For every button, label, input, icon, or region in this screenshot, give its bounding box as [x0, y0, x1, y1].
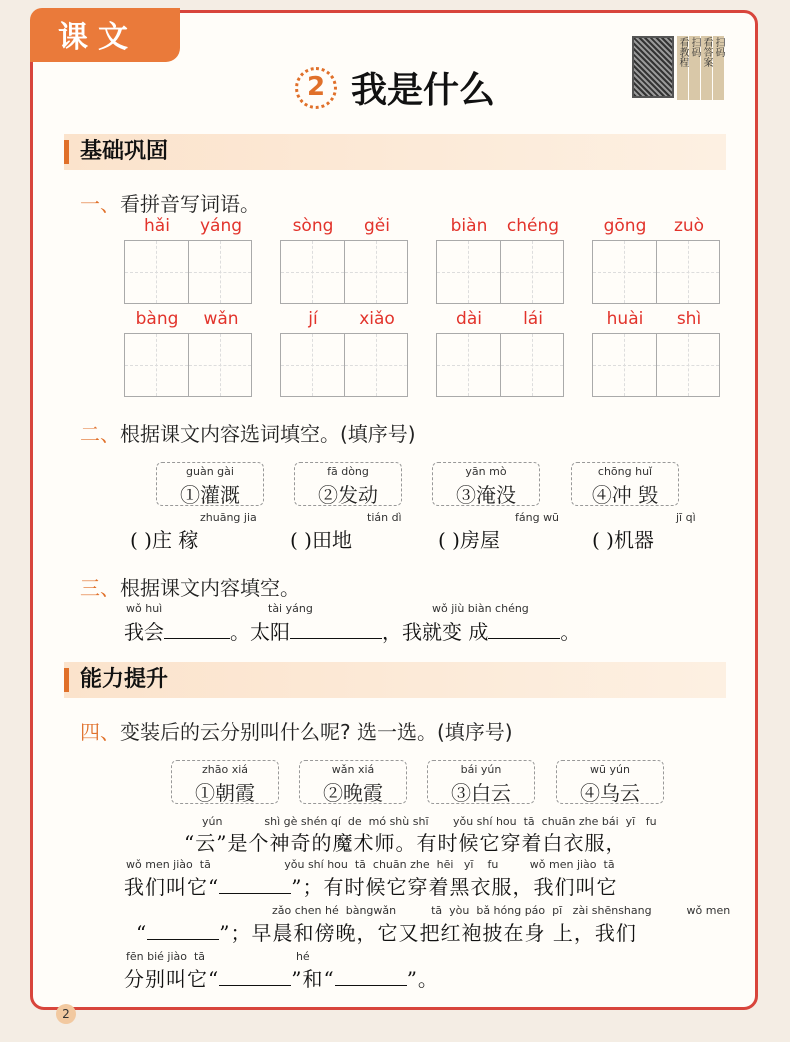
passage-line	[136, 917, 637, 946]
option-pinyin: fā dòng	[327, 465, 369, 478]
pinyin: gōng	[603, 216, 647, 236]
question-3	[80, 572, 300, 601]
option-word: ①朝霞	[195, 781, 255, 805]
qr-label: 扫码	[713, 36, 724, 100]
pinyin: chéng	[506, 216, 560, 236]
lesson-title: 我是什么	[350, 70, 495, 111]
passage-pinyin: fēn bié jiào tā hé	[126, 950, 310, 963]
word-option	[427, 760, 535, 804]
pinyin-pair	[436, 216, 566, 236]
sentence-part: 我会	[124, 620, 164, 644]
qr-label: 扫码	[689, 36, 700, 100]
question-1	[80, 188, 260, 217]
qr-label: 看答案	[701, 36, 712, 100]
word-option	[294, 462, 402, 506]
writing-grid[interactable]	[124, 240, 252, 304]
passage-part: 分别叫它“	[124, 967, 220, 991]
blank-pinyin: fáng wū	[515, 511, 560, 524]
sentence-part: 。	[560, 620, 581, 644]
option-word: ①灌溉	[180, 483, 240, 507]
pinyin: jí	[308, 309, 318, 329]
fill-blank[interactable]: ( )机器	[592, 528, 654, 552]
pinyin-pair	[436, 309, 566, 329]
pinyin: huài	[606, 309, 644, 329]
option-pinyin: guàn gài	[186, 465, 234, 478]
fill-blank[interactable]: ( )房屋	[438, 528, 500, 552]
passage-pinyin: wǒ men jiào tā yǒu shí hou tā chuān zhe hēi yī fu wǒ men jiào tā	[126, 858, 615, 871]
answer-blank[interactable]	[335, 967, 407, 986]
word-option	[171, 760, 279, 804]
sentence-fill	[124, 616, 580, 645]
answer-blank[interactable]	[164, 620, 230, 639]
page-title	[0, 62, 790, 113]
word-option	[156, 462, 264, 506]
answer-blank[interactable]	[219, 967, 291, 986]
sentence-part: 。太阳	[230, 620, 290, 644]
question-number: 一、	[80, 192, 120, 216]
section-basic: 基础巩固	[64, 134, 726, 170]
pinyin-pair	[592, 216, 722, 236]
pinyin: shì	[676, 309, 702, 329]
answer-blank[interactable]	[219, 875, 291, 894]
question-text: 变装后的云分别叫什么呢? 选一选。(填序号)	[120, 720, 513, 744]
option-word: ④乌云	[580, 781, 640, 805]
question-text: 看拼音写词语。	[120, 192, 260, 216]
word-option	[432, 462, 540, 506]
pinyin: biàn	[450, 216, 488, 236]
word-option	[556, 760, 664, 804]
phrase-pinyin: tài yáng	[268, 602, 313, 615]
question-number: 二、	[80, 422, 120, 446]
blank-pinyin: jī qì	[676, 511, 696, 524]
page-number: 2	[56, 1004, 76, 1024]
question-text: 根据课文内容选词填空。(填序号)	[120, 422, 416, 446]
option-pinyin: yān mò	[465, 465, 507, 478]
option-pinyin: wǎn xiá	[331, 763, 375, 776]
pinyin: sòng	[292, 216, 334, 236]
blank-pinyin: tián dì	[367, 511, 402, 524]
fill-blank[interactable]: ( )田地	[290, 528, 352, 552]
lesson-number: 2	[295, 67, 337, 109]
writing-grid[interactable]	[280, 240, 408, 304]
question-number: 三、	[80, 576, 120, 600]
pinyin: xiǎo	[359, 309, 395, 329]
writing-grid[interactable]	[436, 333, 564, 397]
passage-line: “云”是个神奇的魔术师。有时候它穿着白衣服，	[184, 831, 627, 855]
option-word: ③淹没	[456, 483, 516, 507]
pinyin-pair	[280, 309, 410, 329]
writing-grid[interactable]	[436, 240, 564, 304]
writing-grid[interactable]	[592, 333, 720, 397]
passage-line	[124, 963, 439, 992]
passage-part: “	[136, 921, 148, 945]
option-word: ②晚霞	[323, 781, 383, 805]
pinyin: dài	[456, 309, 482, 329]
passage-part: ”；早晨和傍晚，它又把红袍披在身 上，我们	[219, 921, 637, 945]
question-4	[80, 716, 513, 745]
passage-pinyin: zǎo chen hé bàngwǎn tā yòu bǎ hóng páo pī zài shēnshang wǒ men	[272, 904, 731, 917]
pinyin: lái	[523, 309, 543, 329]
question-text: 根据课文内容填空。	[120, 576, 300, 600]
pinyin-pair	[124, 309, 254, 329]
pinyin: wǎn	[203, 309, 239, 329]
pinyin-pair	[592, 309, 722, 329]
option-word: ③白云	[451, 781, 511, 805]
pinyin: yáng	[199, 216, 243, 236]
passage-part: ”和“	[291, 967, 335, 991]
writing-grid[interactable]	[592, 240, 720, 304]
word-option	[571, 462, 679, 506]
pinyin-pair	[124, 216, 254, 236]
writing-grid[interactable]	[124, 333, 252, 397]
pinyin: hǎi	[144, 216, 170, 236]
phrase-pinyin: wǒ huì	[126, 602, 163, 615]
option-word: ②发动	[318, 483, 378, 507]
pinyin: gěi	[364, 216, 390, 236]
passage-part: ”；有时候它穿着黑衣服，我们叫它	[291, 875, 618, 899]
passage-part: ”。	[406, 967, 439, 991]
option-pinyin: chōng huǐ	[597, 465, 653, 478]
option-pinyin: bái yún	[460, 763, 502, 776]
passage-line	[124, 871, 617, 900]
qr-label: 看教程	[677, 36, 688, 100]
option-pinyin: zhāo xiá	[201, 763, 249, 776]
section-advanced: 能力提升	[64, 662, 726, 698]
answer-blank[interactable]	[147, 921, 219, 940]
fill-blank[interactable]: ( )庄 稼	[130, 528, 199, 552]
answer-blank[interactable]	[290, 620, 382, 639]
option-pinyin: wū yún	[590, 763, 630, 776]
answer-blank[interactable]	[488, 620, 560, 639]
phrase-pinyin: wǒ jiù biàn chéng	[432, 602, 529, 615]
sentence-part: ，我就变 成	[382, 620, 489, 644]
word-option	[299, 760, 407, 804]
question-number: 四、	[80, 720, 120, 744]
question-2	[80, 418, 416, 447]
lesson-tab: 课文	[30, 8, 180, 62]
writing-grid[interactable]	[280, 333, 408, 397]
pinyin-pair	[280, 216, 410, 236]
passage-pinyin: yún shì gè shén qí de mó shù shī yǒu shí hou tā chuān zhe bái yī fu	[202, 815, 657, 828]
option-word: ④冲 毁	[591, 483, 659, 507]
blank-pinyin: zhuāng jia	[200, 511, 257, 524]
passage-part: 我们叫它“	[124, 875, 220, 899]
pinyin: bàng	[135, 309, 179, 329]
pinyin: zuò	[673, 216, 705, 236]
